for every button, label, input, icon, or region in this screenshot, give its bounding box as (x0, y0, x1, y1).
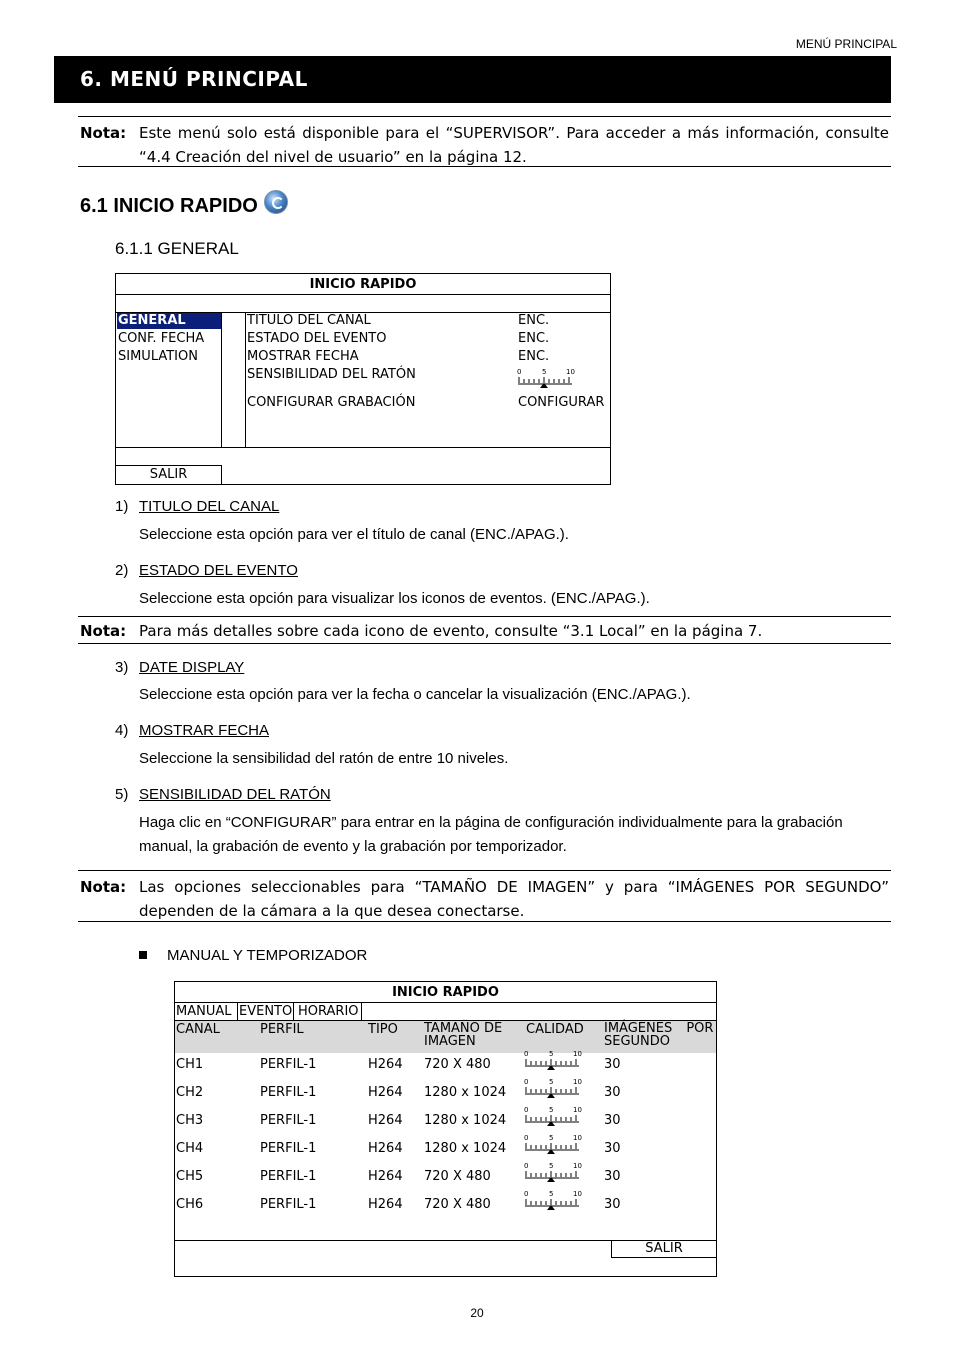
scale-label-min: 0 (524, 1134, 529, 1142)
mouse-sensitivity-slider[interactable] (517, 367, 575, 389)
scale-label-mid: 5 (549, 1190, 554, 1198)
quick-start-record-panel (174, 981, 717, 1277)
cell-profile[interactable]: PERFIL-1 (260, 1085, 317, 1100)
page-number: 20 (470, 1306, 484, 1320)
scale-label-max: 10 (573, 1106, 582, 1114)
cell-channel: CH6 (176, 1197, 204, 1212)
side-menu (116, 312, 222, 447)
tab-event[interactable]: EVENTO (239, 1004, 293, 1019)
cell-type[interactable]: H264 (368, 1057, 403, 1072)
cell-channel: CH1 (176, 1057, 204, 1072)
setting-value-event-status[interactable]: ENC. (518, 331, 550, 346)
scale-label-min: 0 (524, 1162, 529, 1170)
item-title-show-date: MOSTRAR FECHA (139, 722, 270, 739)
tab-bar (175, 1003, 716, 1021)
quality-slider[interactable] (524, 1133, 582, 1155)
exit-button[interactable]: SALIR (611, 1240, 716, 1258)
cell-fps[interactable]: 30 (604, 1197, 621, 1212)
setting-label-event-status: ESTADO DEL EVENTO (247, 331, 387, 346)
cell-image-size[interactable]: 720 X 480 (424, 1057, 491, 1072)
setting-value-channel-title[interactable]: ENC. (518, 313, 550, 328)
cell-type[interactable]: H264 (368, 1169, 403, 1184)
quality-slider[interactable] (524, 1105, 582, 1127)
scale-label-max: 10 (573, 1134, 582, 1142)
note-label: Nota: (80, 622, 127, 640)
setting-label-date-display: MOSTRAR FECHA (247, 349, 359, 364)
note-label: Nota: (80, 878, 127, 896)
cell-fps[interactable]: 30 (604, 1113, 621, 1128)
tab-manual[interactable]: MANUAL (176, 1004, 232, 1019)
item-title-event-status: ESTADO DEL EVENTO (139, 562, 298, 579)
setting-label-record-config: CONFIGURAR GRABACIÓN (247, 395, 416, 410)
section-heading (80, 190, 288, 218)
item-title-mouse-sensitivity: SENSIBILIDAD DEL RATÓN (139, 786, 331, 803)
scale-label-min: 0 (524, 1190, 529, 1198)
cell-fps[interactable]: 30 (604, 1169, 621, 1184)
cell-channel: CH2 (176, 1085, 204, 1100)
section-title: 6.1 INICIO RAPIDO (80, 195, 258, 217)
cell-profile[interactable]: PERFIL-1 (260, 1113, 317, 1128)
col-header-type: TIPO (368, 1022, 398, 1037)
note-image-size (78, 870, 891, 922)
item-desc-date-display: Seleccione esta opción para ver la fecha o cancelar la visualización (ENC./APAG.). (139, 686, 691, 703)
scale-label-min: 0 (517, 368, 522, 376)
cell-channel: CH4 (176, 1141, 204, 1156)
running-header: MENÚ PRINCIPAL (795, 37, 897, 51)
note-text: Para más detalles sobre cada icono de evento, consulte “3.1 Local” en la página 7. (139, 622, 763, 640)
cell-profile[interactable]: PERFIL-1 (260, 1169, 317, 1184)
item-desc-show-date: Seleccione la sensibilidad del ratón de entre 10 niveles. (139, 750, 509, 767)
item-desc-event-status: Seleccione esta opción para visualizar los iconos de eventos. (ENC./APAG.). (139, 590, 650, 607)
col-header-channel: CANAL (176, 1022, 220, 1037)
scale-label-mid: 5 (549, 1050, 554, 1058)
table-header (175, 1021, 716, 1053)
cell-image-size[interactable]: 1280 x 1024 (424, 1141, 507, 1156)
setting-label-mouse-sensitivity: SENSIBILIDAD DEL RATÓN (247, 367, 416, 382)
col-header-quality: CALIDAD (526, 1022, 584, 1037)
bullet-square-icon (139, 951, 147, 959)
cell-fps[interactable]: 30 (604, 1141, 621, 1156)
cell-fps[interactable]: 30 (604, 1085, 621, 1100)
col-header-profile: PERFIL (260, 1022, 304, 1037)
col-header-image-size: TAMAÑO DE IMAGEN (424, 1021, 503, 1049)
scale-label-max: 10 (573, 1078, 582, 1086)
menu-item-simulation[interactable]: SIMULATION (118, 349, 198, 364)
scale-label-max: 10 (573, 1162, 582, 1170)
chapter-title: 6. MENÚ PRINCIPAL (54, 56, 891, 103)
note-label: Nota: (80, 124, 127, 142)
item-number: 1) (115, 498, 129, 515)
cell-channel: CH3 (176, 1113, 204, 1128)
panel-title: INICIO RAPIDO (116, 274, 610, 295)
bullet-text: MANUAL Y TEMPORIZADOR (167, 947, 368, 964)
cell-profile[interactable]: PERFIL-1 (260, 1197, 317, 1212)
item-number: 2) (115, 562, 129, 579)
scale-label-mid: 5 (549, 1078, 554, 1086)
cell-image-size[interactable]: 1280 x 1024 (424, 1113, 507, 1128)
menu-item-date-setup[interactable]: CONF. FECHA (118, 331, 205, 346)
panel-title: INICIO RAPIDO (175, 982, 716, 1003)
item-desc-mouse-sensitivity: Haga clic en “CONFIGURAR” para entrar en la página de configuración individualmente para la grabación manual, la grabación de evento y la grabación por temporizador. (139, 814, 843, 855)
menu-item-general[interactable]: GENERAL (117, 313, 221, 329)
bullet-item (139, 947, 367, 964)
scale-label-mid: 5 (542, 368, 547, 376)
scale-label-max: 10 (566, 368, 575, 376)
cell-image-size[interactable]: 720 X 480 (424, 1197, 491, 1212)
cell-fps[interactable]: 30 (604, 1057, 621, 1072)
settings-list (245, 312, 610, 447)
cell-type[interactable]: H264 (368, 1197, 403, 1212)
cell-type[interactable]: H264 (368, 1141, 403, 1156)
note-event-icons (78, 616, 891, 644)
setting-value-date-display[interactable]: ENC. (518, 349, 550, 364)
quality-slider[interactable] (524, 1049, 582, 1071)
scale-label-max: 10 (573, 1190, 582, 1198)
cell-channel: CH5 (176, 1169, 204, 1184)
cell-profile[interactable]: PERFIL-1 (260, 1141, 317, 1156)
cell-image-size[interactable]: 1280 x 1024 (424, 1085, 507, 1100)
cell-type[interactable]: H264 (368, 1085, 403, 1100)
scale-label-mid: 5 (549, 1106, 554, 1114)
quality-slider[interactable] (524, 1161, 582, 1183)
scale-label-mid: 5 (549, 1162, 554, 1170)
configure-button[interactable]: CONFIGURAR (518, 395, 605, 410)
item-number: 5) (115, 786, 129, 803)
setting-label-channel-title: TITULO DEL CANAL (247, 313, 371, 328)
note-text: Este menú solo está disponible para el “SUPERVISOR”. Para acceder a más información, consulte “4.4 Creación del nivel de usuario” en la página 12. (139, 124, 889, 166)
note-text: Las opciones seleccionables para “TAMAÑO DE IMAGEN” y para “IMÁGENES POR SEGUNDO” dependen de la cámara a la que desea conectarse. (139, 878, 889, 920)
tab-schedule[interactable]: HORARIO (296, 1003, 362, 1020)
cell-profile[interactable]: PERFIL-1 (260, 1057, 317, 1072)
note-supervisor (78, 116, 891, 167)
item-number: 4) (115, 722, 129, 739)
scale-label-min: 0 (524, 1106, 529, 1114)
item-desc-channel-title: Seleccione esta opción para ver el título de canal (ENC./APAG.). (139, 526, 569, 543)
quality-slider[interactable] (524, 1077, 582, 1099)
quick-start-icon (264, 190, 288, 214)
quick-start-general-panel (115, 273, 611, 485)
col-header-fps: IMÁGENES POR SEGUNDO (604, 1021, 714, 1049)
item-number: 3) (115, 659, 129, 676)
item-title-date-display: DATE DISPLAY (139, 659, 245, 676)
item-title-channel-title: TITULO DEL CANAL (139, 498, 280, 515)
quality-slider[interactable] (524, 1189, 582, 1211)
scale-label-max: 10 (573, 1050, 582, 1058)
scale-label-min: 0 (524, 1078, 529, 1086)
scale-label-min: 0 (524, 1050, 529, 1058)
cell-image-size[interactable]: 720 X 480 (424, 1169, 491, 1184)
exit-button[interactable]: SALIR (116, 465, 222, 484)
cell-type[interactable]: H264 (368, 1113, 403, 1128)
subsection-heading: 6.1.1 GENERAL (115, 239, 239, 258)
scale-label-mid: 5 (549, 1134, 554, 1142)
